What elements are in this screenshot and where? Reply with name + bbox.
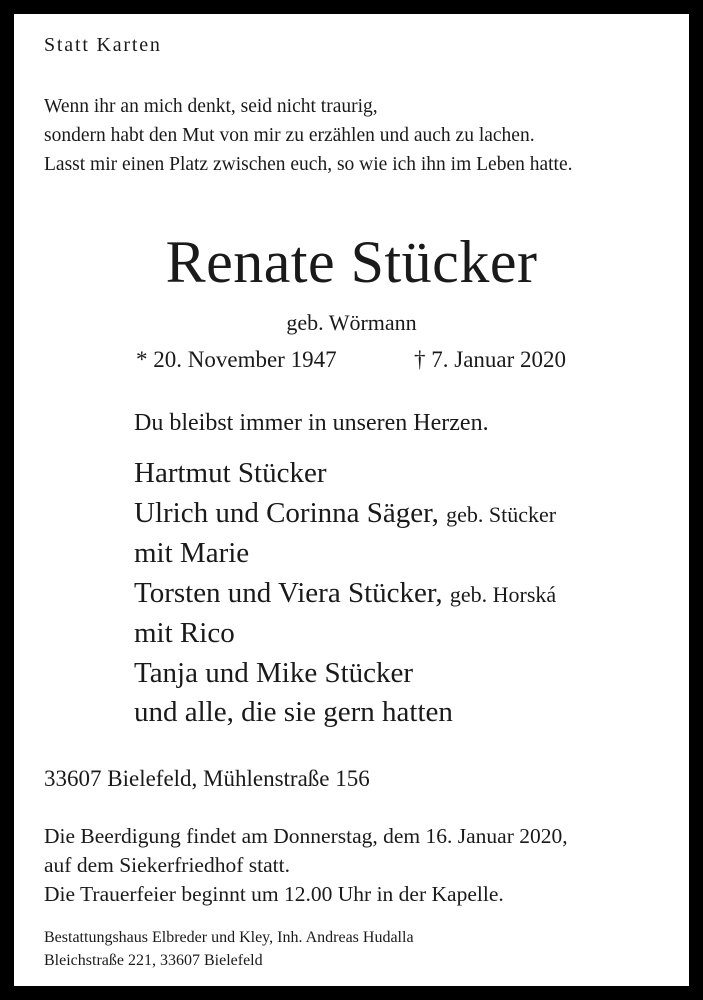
maiden-name: geb. Wörmann bbox=[286, 310, 417, 335]
funeral-details bbox=[44, 822, 568, 909]
mourners-list bbox=[134, 454, 556, 733]
mourner-line: Hartmut Stücker bbox=[134, 457, 327, 489]
deceased-name: Renate Stücker bbox=[165, 229, 538, 295]
mourner-line: Tanja und Mike Stücker bbox=[134, 656, 414, 689]
undertaker-info bbox=[44, 926, 414, 972]
notice-heading: Statt Karten bbox=[44, 34, 162, 56]
mourner-line: mit Marie bbox=[134, 537, 250, 569]
mourner-line bbox=[134, 494, 556, 535]
family-address: 33607 Bielefeld, Mühlenstraße 156 bbox=[44, 766, 370, 791]
memorial-poem bbox=[44, 92, 573, 179]
mourner-names: Ulrich und Corinna Säger, bbox=[134, 496, 439, 529]
funeral-line: Die Beerdigung findet am Donnerstag, dem 16. Januar 2020, bbox=[44, 824, 568, 848]
mourner-line bbox=[134, 574, 556, 615]
memorial-motto: Du bleibst immer in unseren Herzen. bbox=[134, 410, 489, 436]
funeral-line: Die Trauerfeier beginnt um 12.00 Uhr in der Kapelle. bbox=[44, 882, 504, 906]
undertaker-line: Bleichstraße 221, 33607 Bielefeld bbox=[44, 952, 263, 969]
funeral-line: auf dem Siekerfriedhof statt. bbox=[44, 853, 290, 877]
birth-date: * 20. November 1947 bbox=[136, 347, 337, 372]
mourner-names: Torsten und Viera Stücker, bbox=[134, 576, 443, 609]
poem-line: Wenn ihr an mich denkt, seid nicht traurig, bbox=[44, 96, 378, 117]
undertaker-line: Bestattungshaus Elbreder und Kley, Inh. Andreas Hudalla bbox=[44, 929, 414, 946]
poem-line: sondern habt den Mut von mir zu erzählen und auch zu lachen. bbox=[44, 125, 535, 146]
poem-line: Lasst mir einen Platz zwischen euch, so wie ich ihn im Leben hatte. bbox=[44, 154, 573, 175]
death-date: † 7. Januar 2020 bbox=[414, 347, 567, 372]
mourner-maiden-note: geb. Stücker bbox=[446, 501, 557, 527]
mourner-line: mit Rico bbox=[134, 617, 235, 649]
mourner-maiden-note: geb. Horská bbox=[449, 581, 557, 607]
mourner-line: und alle, die sie gern hatten bbox=[134, 696, 453, 728]
